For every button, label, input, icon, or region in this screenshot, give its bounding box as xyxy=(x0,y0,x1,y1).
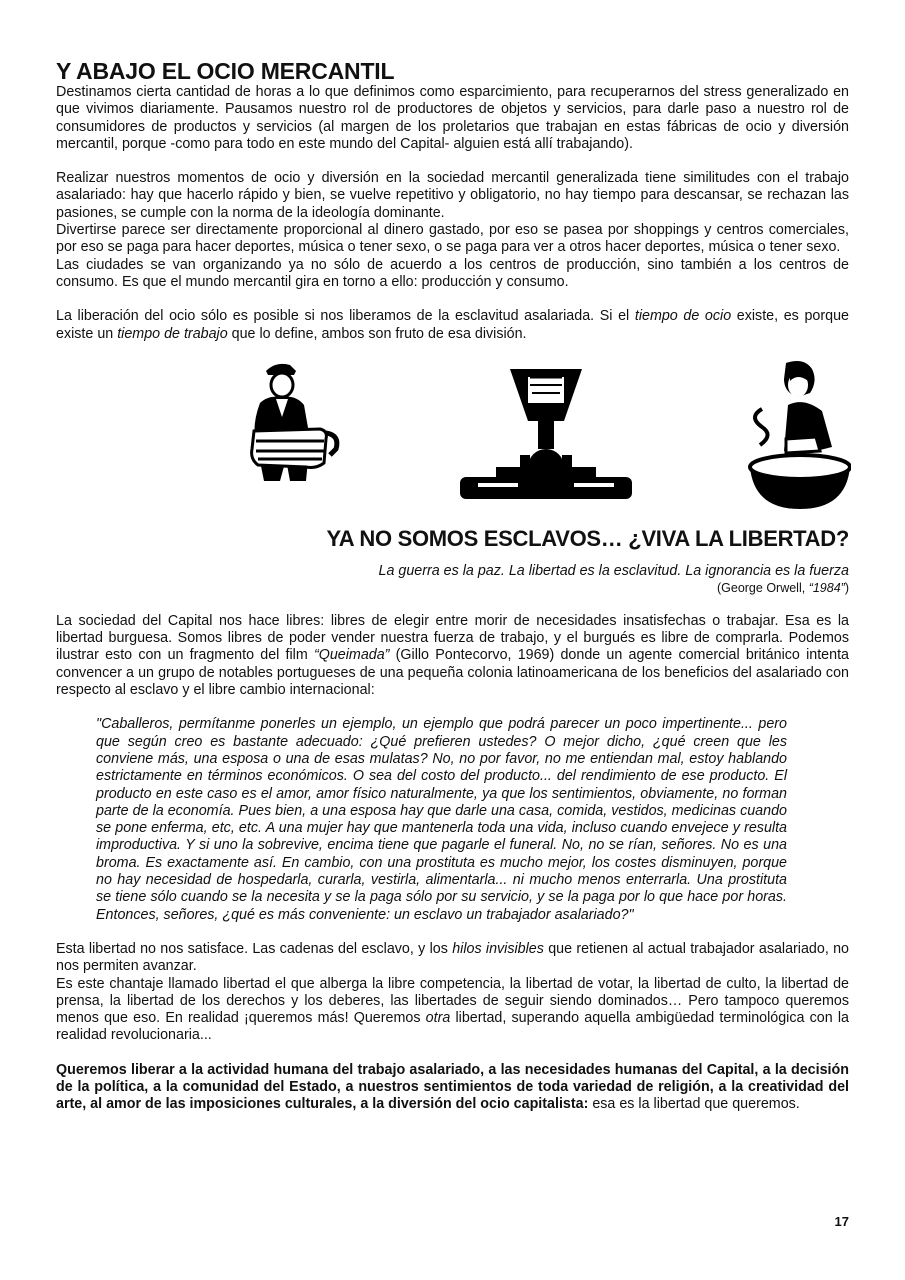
section-heading: YA NO SOMOS ESCLAVOS… ¿VIVA LA LIBERTAD? xyxy=(326,525,849,551)
servant-carrying-towels-icon xyxy=(246,359,341,481)
spacer xyxy=(56,1045,849,1062)
film-quote: "Caballeros, permítanme ponerles un ejemplo, un ejemplo que podrá parecer un poco impertinente... pero que según creo es bastante adecuado: ¿Qué prefieren ustedes? O mejor dicho, ¿qué creen que les conviene más, una esposa o una de esas mulatas? No, no por favor, no me entiendan mal, estoy hablando estrictamente en términos económicos. O sea del costo del producto... del rendimiento de ese producto. El producto en este caso es el amor, amor físico naturalmente, ya que los sentimientos, obviamente, no forman parte de la economía. Pues bien, a una esposa hay que darle una casa, comida, vestidos, medicinas cuando se pone enferma, etc, etc. A una mujer hay que mantenerla toda una vida, incluso cuando envejece y resulta improductiva. Y si uno la sobrevive, encima tiene que pagarle el funeral. No, no se rían, señores. No es una broma. Es exactamente así. En cambio, con una prostituta es mucho mejor, los costes disminuyen, porque no hay necesidad de hospedarla, curarla, vestirla, alimentarla... ni mucho menos enterrarla. Una prostituta se tiene sólo cuando se la necesita y se la paga sólo por su servicio, y se la paga por lo que hace por horas. Entonces, señores, ¿qué es más conveniente: un esclavo un trabajador asalariado?" xyxy=(96,716,787,923)
page-number: 17 xyxy=(834,1214,849,1229)
paragraph-3: Divertirse parece ser directamente proporcional al dinero gastado, por eso se pasea por shoppings y centros comerciales, por eso se paga para hacer deportes, música o tener sexo, o se paga para ver a otros hacer deportes, música o tener sexo. xyxy=(56,222,849,256)
paragraph-5: La liberación del ocio sólo es posible si nos liberamos de la esclavitud asalariada. Si el tiempo de ocio existe, es porque existe un tiempo de trabajo que lo define, ambos son fruto de esa división. xyxy=(56,308,849,342)
paragraph-6: La sociedad del Capital nos hace libres: libres de elegir entre morir de necesidades insatisfechas o trabajar. Esa es la libertad burguesa. Somos libres de poder vender nuestra fuerza de trabajo, y el burgués es libre de comprarla. Podemos ilustrar esto con un fragmento del film “Queimada” (Gillo Pontecorvo, 1969) donde un agente comercial británico intenta convencer a un grupo de notables portugueses de una pequeña colonia latinoamericana de los beneficios del asalariado con respecto al esclavo y el libre cambio internacional: xyxy=(56,612,849,699)
spacer xyxy=(56,153,849,170)
document-page xyxy=(56,58,849,1114)
spacer xyxy=(56,924,849,941)
spacer xyxy=(56,291,849,308)
paragraph-2: Realizar nuestros momentos de ocio y diversión en la sociedad mercantil generalizada tiene similitudes con el trabajo asalariado: hay que hacerlo rápido y bien, se vuelve repetitivo y obligatorio, no hay tiempo para descansar, se rechazan las pasiones, se cumple con la norma de la ideología dominante. xyxy=(56,170,849,221)
paragraph-1: Destinamos cierta cantidad de horas a lo que definimos como esparcimiento, para recuperarnos del stress generalizado en que vivimos diariamente. Pausamos nuestro rol de productores de objetos y servicios, para darle paso a nuestro rol de consumidores de productos y servicios (al margen de los proletarios que trabajan en estas fábricas de ocio y diversión mercantil, porque -como para todo en este mundo del Capital- alguien está allí trabajando). xyxy=(56,84,849,152)
paragraph-8: Es este chantaje llamado libertad el que alberga la libre competencia, la libertad de votar, la libertad de culto, la libertad de prensa, la libertad de los derechos y los deberes, las libertades de seguir siendo dominados… Pero tampoco queremos menos que eso. En realidad ¡queremos más! Queremos otra libertad, superando aquella ambigüedad terminológica con la realidad revolucionaria... xyxy=(56,975,850,1044)
paragraph-7: Esta libertad no nos satisface. Las cadenas del esclavo, y los hilos invisibles que retienen al actual trabajador asalariado, no nos permiten avanzar. xyxy=(56,940,850,975)
washerwoman-icon xyxy=(746,359,851,511)
epigraph-quote: La guerra es la paz. La libertad es la esclavitud. La ignorancia es la fuerza xyxy=(378,562,849,579)
balance-scale-icon xyxy=(456,359,636,509)
spacer xyxy=(56,596,849,613)
paragraph-4: Las ciudades se van organizando ya no sólo de acuerdo a los centros de producción, sino también a los centros de consumo. Es que el mundo mercantil gira en torno a ello: producción y consumo. xyxy=(56,256,849,290)
illustration-row xyxy=(56,359,849,519)
epigraph-source: (George Orwell, “1984”) xyxy=(716,580,849,595)
section-title: Y ABAJO EL OCIO MERCANTIL xyxy=(56,58,395,84)
paragraph-9: Queremos liberar a la actividad humana del trabajo asalariado, a las necesidades humanas del Capital, a la decisión de la política, a la comunidad del Estado, a nuestros sentimientos de toda variedad de religión, a la creatividad del arte, al amor de las imposiciones culturales, a la diversión del ocio capitalista: esa es la libertad que queremos. xyxy=(56,1061,849,1113)
